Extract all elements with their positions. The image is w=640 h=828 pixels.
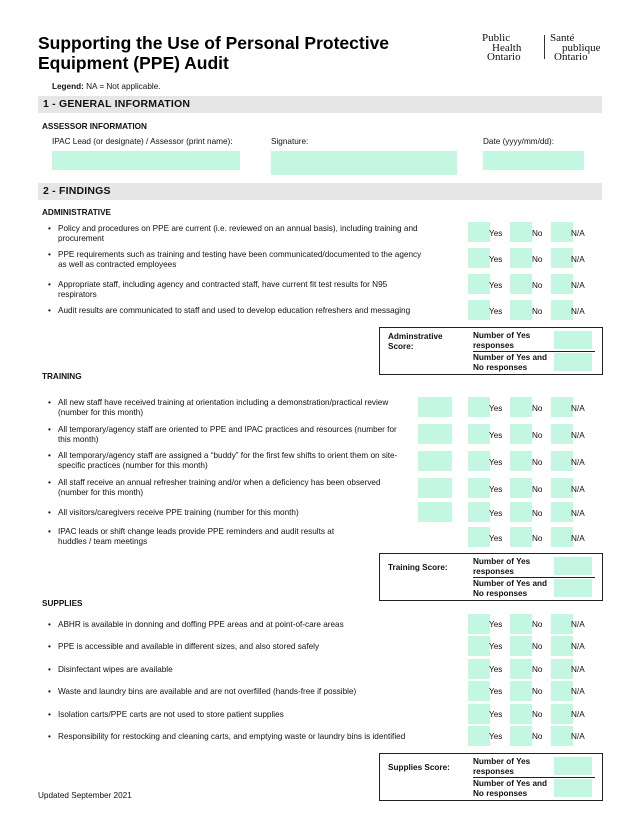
- no-label: No: [532, 642, 543, 651]
- yes-checkbox[interactable]: [468, 704, 490, 724]
- logo-en-line: Public: [482, 32, 511, 44]
- na-label: N/A: [571, 732, 585, 741]
- no-checkbox[interactable]: [510, 478, 532, 498]
- na-checkbox[interactable]: [551, 397, 573, 417]
- na-checkbox[interactable]: [551, 726, 573, 746]
- yes-label: Yes: [489, 665, 503, 674]
- yes-checkbox[interactable]: [468, 502, 490, 522]
- no-checkbox[interactable]: [510, 424, 532, 444]
- no-checkbox[interactable]: [510, 300, 532, 320]
- divider: [473, 777, 595, 778]
- yes-checkbox[interactable]: [468, 397, 490, 417]
- na-checkbox[interactable]: [551, 614, 573, 634]
- section-general-information: 1 - GENERAL INFORMATION: [38, 96, 602, 113]
- signature-label: Signature:: [271, 137, 309, 146]
- footer-updated: Updated September 2021: [38, 791, 132, 800]
- na-checkbox[interactable]: [551, 274, 573, 294]
- na-label: N/A: [571, 458, 585, 467]
- no-checkbox[interactable]: [510, 636, 532, 656]
- count-input[interactable]: [418, 478, 452, 498]
- signature-input[interactable]: [271, 151, 457, 175]
- no-label: No: [532, 534, 543, 543]
- na-label: N/A: [571, 710, 585, 719]
- supplies-score-label: Supplies Score:: [388, 763, 450, 772]
- logo-fr-line: Ontario: [554, 51, 588, 63]
- no-checkbox[interactable]: [510, 681, 532, 701]
- no-label: No: [532, 710, 543, 719]
- yes-checkbox[interactable]: [468, 527, 490, 547]
- no-checkbox[interactable]: [510, 614, 532, 634]
- no-label: No: [532, 255, 543, 264]
- page-title: Supporting the Use of Personal Protective Equipment (PPE) Audit: [38, 33, 390, 73]
- no-label: No: [532, 732, 543, 741]
- yes-checkbox[interactable]: [468, 681, 490, 701]
- admin-yes-count-input[interactable]: [554, 331, 592, 349]
- count-input[interactable]: [418, 451, 452, 471]
- logo-divider: [544, 35, 545, 59]
- no-label: No: [532, 431, 543, 440]
- no-label: No: [532, 404, 543, 413]
- training-heading: TRAINING: [42, 372, 82, 381]
- divider: [473, 577, 595, 578]
- assessor-name-input[interactable]: [52, 151, 240, 170]
- no-label: No: [532, 307, 543, 316]
- yes-no-count-label: Number of Yes and No responses: [473, 779, 548, 798]
- yes-label: Yes: [489, 404, 503, 413]
- count-input[interactable]: [418, 397, 452, 417]
- yes-label: Yes: [489, 431, 503, 440]
- na-label: N/A: [571, 687, 585, 696]
- no-checkbox[interactable]: [510, 659, 532, 679]
- na-label: N/A: [571, 534, 585, 543]
- public-health-ontario-logo: [482, 34, 612, 62]
- no-checkbox[interactable]: [510, 502, 532, 522]
- yes-checkbox[interactable]: [468, 424, 490, 444]
- yes-label: Yes: [489, 307, 503, 316]
- na-checkbox[interactable]: [551, 248, 573, 268]
- na-checkbox[interactable]: [551, 704, 573, 724]
- yes-checkbox[interactable]: [468, 222, 490, 242]
- yes-label: Yes: [489, 620, 503, 629]
- no-checkbox[interactable]: [510, 704, 532, 724]
- legend: [52, 82, 161, 91]
- assessor-info-heading: ASSESSOR INFORMATION: [42, 122, 147, 131]
- yes-checkbox[interactable]: [468, 478, 490, 498]
- na-checkbox[interactable]: [551, 222, 573, 242]
- supplies-score-box: [379, 753, 603, 801]
- training-score-box: [379, 553, 603, 601]
- yes-label: Yes: [489, 687, 503, 696]
- training-yes-count-input[interactable]: [554, 557, 592, 575]
- assessor-name-label: IPAC Lead (or designate) / Assessor (print name):: [52, 137, 233, 146]
- yes-label: Yes: [489, 255, 503, 264]
- yes-no-count-label: Number of Yes and No responses: [473, 579, 548, 598]
- na-label: N/A: [571, 404, 585, 413]
- count-input[interactable]: [418, 502, 452, 522]
- na-label: N/A: [571, 229, 585, 238]
- supplies-yes-count-input[interactable]: [554, 757, 592, 775]
- na-label: N/A: [571, 431, 585, 440]
- training-score-label: Training Score:: [388, 563, 448, 572]
- no-label: No: [532, 458, 543, 467]
- na-label: N/A: [571, 307, 585, 316]
- yes-count-label: Number of Yes responses: [473, 331, 531, 350]
- date-input[interactable]: [483, 151, 584, 170]
- no-checkbox[interactable]: [510, 274, 532, 294]
- yes-label: Yes: [489, 732, 503, 741]
- yes-label: Yes: [489, 509, 503, 518]
- na-checkbox[interactable]: [551, 478, 573, 498]
- training-yes-no-count-input[interactable]: [554, 579, 592, 597]
- na-label: N/A: [571, 255, 585, 264]
- supplies-heading: SUPPLIES: [42, 599, 83, 608]
- count-input[interactable]: [418, 424, 452, 444]
- no-checkbox[interactable]: [510, 248, 532, 268]
- na-checkbox[interactable]: [551, 451, 573, 471]
- no-checkbox[interactable]: [510, 397, 532, 417]
- no-label: No: [532, 620, 543, 629]
- yes-label: Yes: [489, 229, 503, 238]
- legend-text: NA = Not applicable.: [83, 82, 161, 91]
- na-checkbox[interactable]: [551, 502, 573, 522]
- logo-fr-line: publique: [562, 41, 601, 54]
- yes-checkbox[interactable]: [468, 636, 490, 656]
- na-label: N/A: [571, 665, 585, 674]
- administrative-heading: ADMINISTRATIVE: [42, 208, 111, 217]
- date-label: Date (yyyy/mm/dd):: [483, 137, 554, 146]
- no-checkbox[interactable]: [510, 451, 532, 471]
- no-label: No: [532, 485, 543, 494]
- logo-fr-line: Santé: [550, 32, 575, 44]
- yes-label: Yes: [489, 710, 503, 719]
- na-checkbox[interactable]: [551, 424, 573, 444]
- yes-count-label: Number of Yes responses: [473, 757, 531, 776]
- administrative-score-box: [379, 327, 603, 375]
- na-checkbox[interactable]: [551, 527, 573, 547]
- admin-yes-no-count-input[interactable]: [554, 353, 592, 371]
- yes-label: Yes: [489, 458, 503, 467]
- no-checkbox[interactable]: [510, 527, 532, 547]
- logo-en-line: Health: [492, 41, 522, 54]
- yes-checkbox[interactable]: [468, 451, 490, 471]
- no-label: No: [532, 229, 543, 238]
- yes-label: Yes: [489, 534, 503, 543]
- yes-label: Yes: [489, 281, 503, 290]
- na-checkbox[interactable]: [551, 636, 573, 656]
- yes-checkbox[interactable]: [468, 659, 490, 679]
- section-findings: 2 - FINDINGS: [38, 183, 602, 200]
- yes-checkbox[interactable]: [468, 300, 490, 320]
- na-label: N/A: [571, 485, 585, 494]
- yes-label: Yes: [489, 642, 503, 651]
- legend-label: Legend:: [52, 82, 84, 91]
- logo-en-line: Ontario: [487, 51, 521, 63]
- na-label: N/A: [571, 509, 585, 518]
- na-label: N/A: [571, 620, 585, 629]
- yes-no-count-label: Number of Yes and No responses: [473, 353, 548, 372]
- supplies-yes-no-count-input[interactable]: [554, 779, 592, 797]
- na-label: N/A: [571, 281, 585, 290]
- no-label: No: [532, 665, 543, 674]
- yes-checkbox[interactable]: [468, 726, 490, 746]
- na-checkbox[interactable]: [551, 300, 573, 320]
- na-label: N/A: [571, 642, 585, 651]
- na-checkbox[interactable]: [551, 681, 573, 701]
- no-label: No: [532, 687, 543, 696]
- yes-checkbox[interactable]: [468, 274, 490, 294]
- yes-checkbox[interactable]: [468, 614, 490, 634]
- no-checkbox[interactable]: [510, 726, 532, 746]
- yes-label: Yes: [489, 485, 503, 494]
- yes-count-label: Number of Yes responses: [473, 557, 531, 576]
- divider: [473, 351, 595, 352]
- na-checkbox[interactable]: [551, 659, 573, 679]
- administrative-score-label: Adminstrative Score:: [388, 332, 443, 351]
- no-label: No: [532, 509, 543, 518]
- yes-checkbox[interactable]: [468, 248, 490, 268]
- no-label: No: [532, 281, 543, 290]
- no-checkbox[interactable]: [510, 222, 532, 242]
